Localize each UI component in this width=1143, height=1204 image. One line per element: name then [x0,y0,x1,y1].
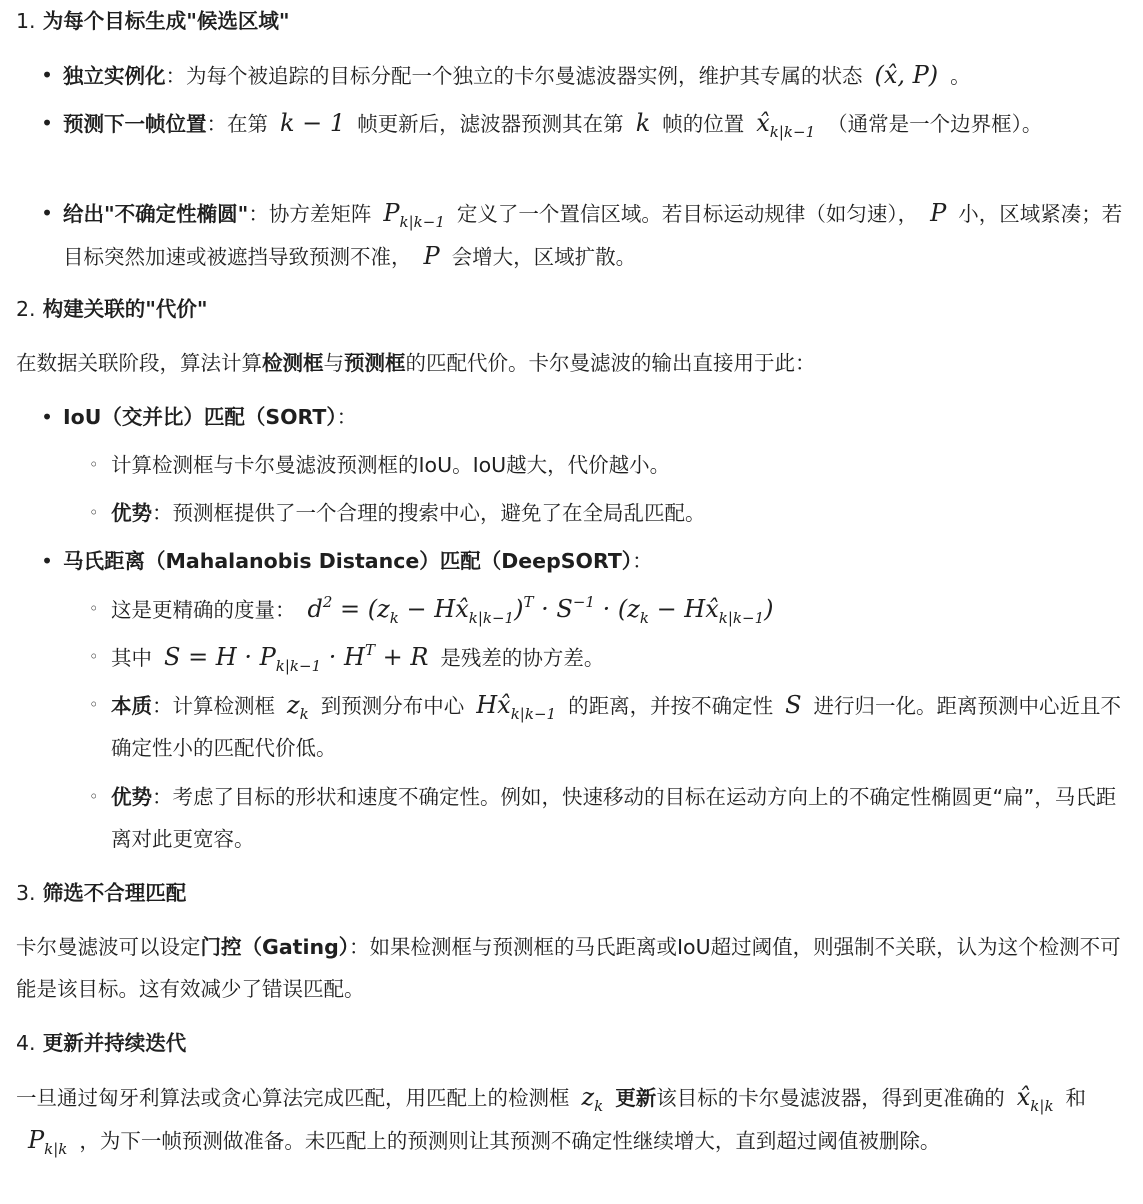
math-P: P [930,199,947,227]
math-z-k: $z_k$ [581,1083,604,1115]
bullet-predict-next-frame: • 预测下一帧位置：在第 k − 1 帧更新后，滤波器预测其在第 k 帧的位置 $x̂_{k|k-1}$ （通常是一个边界框）。 [63,102,1133,145]
math-P: P [423,242,440,270]
bullet-uncertainty-ellipse: • 给出"不确定性椭圆"：协方差矩阵 $P_{k|k-1}$ 定义了一个置信区域。若目标运动规律（如匀速）， P 小，区域紧凑；若目标突然加速或被遮挡导致预测不准， P 会增大，区域扩散。 [63,192,1133,278]
subbullet-mahalanobis-advantage: ◦ 优势：考虑了目标的形状和速度不确定性。例如，快速移动的目标在运动方向上的不确定性椭圆更“扁”，马氏距离对此更宽容。 [111,776,1133,860]
section-2-intro: 在数据关联阶段，算法计算检测框与预测框的匹配代价。卡尔曼滤波的输出直接用于此： [16,351,816,375]
subbullet-mahalanobis-formula: ◦ 这是更精确的度量： $d^2 = (z_k$ − $Hx̂_{k|k-1})^T \cdot S^{-1} \cdot (z_k$ − $Hx̂_{k|k-1}$) [111,588,1133,631]
section-2-heading: 2. 构建关联的"代价" [16,297,208,321]
section-4-heading: 4. 更新并持续迭代 [16,1031,187,1055]
math-k-minus-1: k − 1 [280,109,346,137]
section-3-heading: 3. 筛选不合理匹配 [16,881,187,905]
subbullet-essence: ◦ 本质：计算检测框 $z_k$ 到预测分布中心 $Hx̂_{k|k-1}$ 的距离，并按不确定性 S 进行归一化。距离预测中心近且不确定性小的匹配代价低。 [111,684,1133,769]
bullet-independent-instance: • 独立实例化：为每个被追踪的目标分配一个独立的卡尔曼滤波器实例，维护其专属的状态 (x̂, P) 。 [63,54,1133,97]
math-residual-covariance: $S = H \cdot P_{k|k-1} \cdot H^T + R$ [164,641,429,675]
subbullet-iou-advantage: ◦ 优势：预测框提供了一个合理的搜索中心，避免了在全局乱匹配。 [111,492,1133,534]
section-3-text: 卡尔曼滤波可以设定门控（Gating）：如果检测框与预测框的马氏距离或IoU超过阈值，则强制不关联，认为这个检测不可能是该目标。这有效减少了错误匹配。 [16,935,1121,1001]
math-z-k: $z_k$ [287,691,309,723]
section-4-text: 一旦通过匈牙利算法或贪心算法完成匹配，用匹配上的检测框 $z_k$ 更新该目标的卡尔曼滤波器，得到更准确的 $x̂_{k|k}$ 和$P_{k|k}$ ，为下一帧预测做准备。未匹配上的预测则让其预测不确定性继续增大，直到超过阈值被删除。 [16,1083,1087,1158]
section-1-heading: 1. 为每个目标生成"候选区域" [16,9,290,33]
math-mahalanobis-distance: $d^2 = (z_k$ − $Hx̂_{k|k-1})^T \cdot S^{-1} \cdot (z_k$ − $Hx̂_{k|k-1}$) [307,593,774,627]
math-S: S [785,691,802,719]
subbullet-iou-compute: ◦ 计算检测框与卡尔曼滤波预测框的IoU。IoU越大，代价越小。 [111,444,1133,486]
bullet-iou-match: • IoU（交并比）匹配（SORT）： [63,396,1133,438]
math-k: k [635,109,651,137]
math-x-pred: $x̂_{k|k-1}$ [756,109,816,141]
math-state: (x̂, P) [874,61,939,89]
bullet-mahalanobis-match: • 马氏距离（Mahalanobis Distance）匹配（DeepSORT）： [63,540,1133,582]
math-P-updated: $P_{k|k}$ [28,1126,68,1158]
math-P-pred: $P_{k|k-1}$ [383,199,445,231]
math-x-updated: $x̂_{k|k}$ [1016,1083,1054,1115]
subbullet-residual-covariance: ◦ 其中 $S = H \cdot P_{k|k-1} \cdot H^T + R$ 是残差的协方差。 [111,636,1133,679]
math-H-x-pred: $Hx̂_{k|k-1}$ [476,691,557,723]
